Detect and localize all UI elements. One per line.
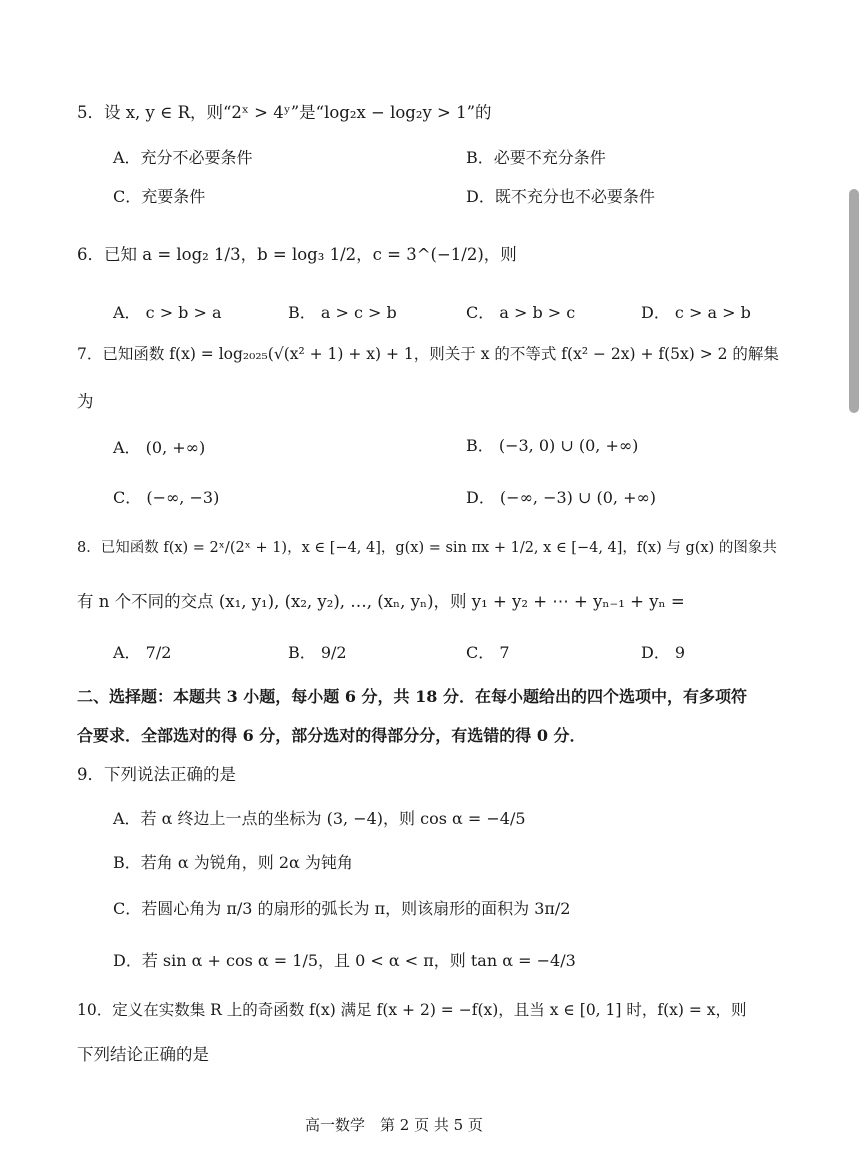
- q8-stem-continued: 有 n 个不同的交点 (x₁, y₁), (x₂, y₂), …, (xₙ, yₙ)，则 y₁ + y₂ + ⋯ + yₙ₋₁ + yₙ =: [77, 592, 685, 611]
- q9-option-d: D．若 sin α + cos α = 1/5，且 0 < α < π，则 tan α = −4/3: [113, 951, 576, 970]
- section-2-heading-line1: 二、选择题：本题共 3 小题，每小题 6 分，共 18 分．在每小题给出的四个选项中，有多项符: [77, 687, 747, 706]
- q8-option-c: C． 7: [466, 643, 510, 662]
- vertical-scrollbar-thumb[interactable]: [849, 189, 859, 413]
- q6-option-a: A． c > b > a: [113, 303, 222, 322]
- q6-option-d: D． c > a > b: [641, 303, 751, 322]
- q6-option-c: C． a > b > c: [466, 303, 576, 322]
- q7-option-d: D． (−∞, −3) ∪ (0, +∞): [466, 488, 657, 507]
- q8-option-b: B． 9/2: [288, 643, 347, 662]
- q9-option-c: C．若圆心角为 π/3 的扇形的弧长为 π，则该扇形的面积为 3π/2: [113, 899, 571, 918]
- q7-option-c: C． (−∞, −3): [113, 488, 220, 507]
- q8-option-d: D． 9: [641, 643, 686, 662]
- q9-option-a: A．若 α 终边上一点的坐标为 (3, −4)，则 cos α = −4/5: [113, 809, 526, 828]
- q7-option-a: A． (0, +∞): [113, 438, 206, 457]
- q10-stem: 10．定义在实数集 R 上的奇函数 f(x) 满足 f(x + 2) = −f(x)，且当 x ∈ [0, 1] 时，f(x) = x，则: [77, 1001, 747, 1019]
- q10-stem-continued: 下列结论正确的是: [77, 1045, 209, 1064]
- page-footer: 高一数学 第 2 页 共 5 页: [305, 1116, 483, 1134]
- q5-option-d: D．既不充分也不必要条件: [466, 187, 655, 206]
- q5-option-a: A．充分不必要条件: [113, 148, 253, 167]
- section-2-heading-line2: 合要求．全部选对的得 6 分，部分选对的得部分分，有选错的得 0 分．: [77, 726, 586, 745]
- q9-option-b: B．若角 α 为锐角，则 2α 为钝角: [113, 853, 353, 872]
- q7-stem: 7．已知函数 f(x) = log₂₀₂₅(√(x² + 1) + x) + 1，则关于 x 的不等式 f(x² − 2x) + f(5x) > 2 的解集: [77, 345, 779, 363]
- q5-option-b: B．必要不充分条件: [466, 148, 606, 167]
- q5-option-c: C．充要条件: [113, 187, 206, 206]
- q5-stem: 5．设 x, y ∈ R，则“2ˣ > 4ʸ”是“log₂x − log₂y > 1”的: [77, 103, 492, 122]
- q6-option-b: B． a > c > b: [288, 303, 397, 322]
- q7-stem-continued: 为: [77, 392, 94, 411]
- q8-stem: 8．已知函数 f(x) = 2ˣ/(2ˣ + 1)，x ∈ [−4, 4]，g(x) = sin πx + 1/2, x ∈ [−4, 4]，f(x) 与 g(x) 的图象共: [77, 540, 777, 556]
- q7-option-b: B． (−3, 0) ∪ (0, +∞): [466, 436, 639, 455]
- q9-stem: 9．下列说法正确的是: [77, 765, 236, 784]
- q8-option-a: A． 7/2: [113, 643, 172, 662]
- q6-stem: 6．已知 a = log₂ 1/3，b = log₃ 1/2，c = 3^(−1/2)，则: [77, 245, 517, 264]
